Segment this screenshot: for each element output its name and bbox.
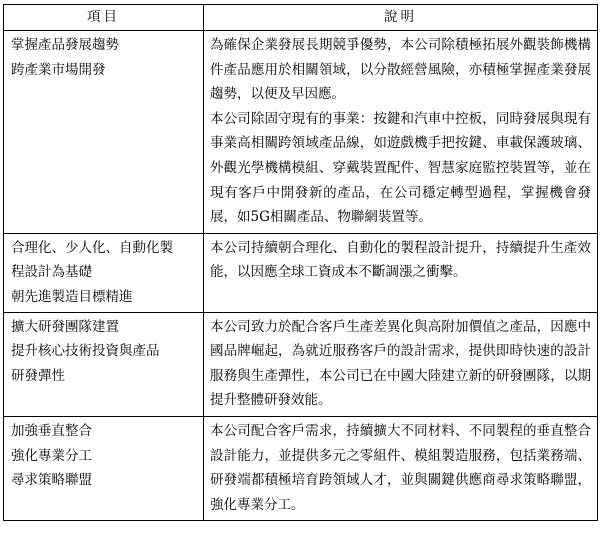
description-paragraph: 本公司配合客戶需求，持續擴大不同材料、不同製程的垂直整合設計能力，並提供多元之零組件、模組製造服務，包括業務端、研發端都積極培育跨領域人才，並與關鍵供應商尋求策略聯盟，強化專業分工。	[210, 422, 591, 513]
row-description	[204, 416, 598, 520]
description-paragraph: 本公司致力於配合客戶生產差異化與高附加價值之產品，因應中國品牌崛起，為就近服務客戶的設計需求，提供即時快速的設計服務與生產彈性，本公司已在中國大陸建立新的研發團隊，以期提升整體研發效能。	[210, 318, 591, 409]
item-line: 朝先進製造目標精進	[11, 288, 133, 305]
item-line: 合理化、少人化、自動化製	[11, 239, 173, 256]
table-header-row	[4, 5, 598, 31]
row-item	[4, 233, 204, 312]
item-line: 掌握產品發展趨勢	[11, 37, 119, 53]
item-line: 研發彈性	[11, 367, 65, 384]
row-description	[204, 31, 598, 234]
description-paragraph: 本公司持續朝合理化、自動化的製程設計提升，持續提升生產效能，以因應全球工資成本不斷調漲之衝擊。	[210, 239, 591, 281]
item-line: 尋求策略聯盟	[11, 472, 92, 489]
item-line: 提升核心技術投資與產品	[11, 343, 160, 360]
table-row	[4, 233, 598, 312]
item-line: 強化專業分工	[11, 447, 92, 464]
description-paragraph: 本公司除固守現有的事業：按鍵和汽車中控板，同時發展與現有事業高相關跨領域產品線，如遊戲機手把按鍵、車載保護玻璃、外觀光學機構模組、穿戴裝置配件、智慧家庭監控裝置等，並在現有客戶中開發新的產品，在公司穩定轉型過程，掌握機會發展，如5G相關產品、物聯網裝置等。	[210, 110, 591, 226]
item-line: 擴大研發團隊建置	[11, 318, 119, 335]
row-description	[204, 233, 598, 312]
item-line: 程設計為基礎	[11, 264, 92, 281]
item-line: 加強垂直整合	[11, 422, 92, 439]
header-description: 說明	[204, 5, 598, 31]
description-paragraph: 為確保企業發展長期競爭優勢，本公司除積極拓展外觀裝飾機構件產品應用於相關領域，以分散經營風險，亦積極掌握產業發展趨勢，以便及早因應。	[210, 37, 591, 103]
table-row	[4, 416, 598, 520]
row-item	[4, 416, 204, 520]
item-line: 跨產業市場開發	[11, 61, 106, 78]
table-row	[4, 312, 598, 416]
row-item	[4, 312, 204, 416]
row-description	[204, 312, 598, 416]
table-row	[4, 31, 598, 234]
row-item	[4, 31, 204, 234]
strategy-table	[3, 4, 598, 521]
header-item: 項目	[4, 5, 204, 31]
